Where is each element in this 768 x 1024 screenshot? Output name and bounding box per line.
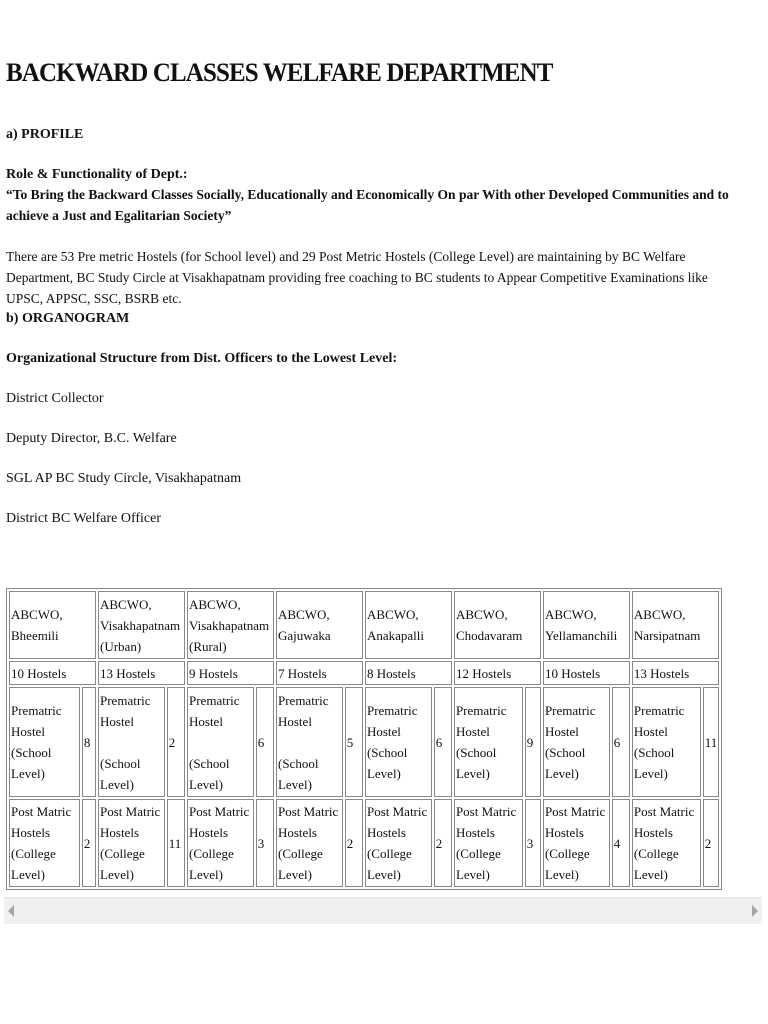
unit-name-cell: ABCWO, Anakapalli bbox=[365, 591, 452, 659]
organogram-table-container bbox=[6, 588, 762, 890]
prematric-label-cell: Prematric Hostel (School Level) bbox=[9, 687, 80, 797]
horizontal-scrollbar[interactable] bbox=[4, 897, 762, 924]
department-description: There are 53 Pre metric Hostels (for School level) and 29 Post Metric Hostels (College Level) are maintaining by BC Welfare Department, BC Study Circle at Visakhapatnam providing free coaching to BC students to Appear Competitive Examinations like UPSC, APPSC, SSC, BSRB etc. bbox=[6, 249, 708, 306]
hostel-total-cell: 10 Hostels bbox=[9, 661, 96, 685]
unit-name-cell: ABCWO, Visakhapatnam (Urban) bbox=[98, 591, 185, 659]
unit-name-cell: ABCWO, Visakhapatnam (Rural) bbox=[187, 591, 274, 659]
hostel-total-cell: 12 Hostels bbox=[454, 661, 541, 685]
profile-heading: a) PROFILE bbox=[6, 127, 84, 142]
postmatric-count-cell: 2 bbox=[703, 799, 719, 887]
postmatric-label-cell: Post Matric Hostels (College Level) bbox=[632, 799, 701, 887]
prematric-count-cell: 9 bbox=[525, 687, 541, 797]
scroll-left-arrow-icon[interactable] bbox=[8, 905, 14, 917]
prematric-count-cell: 6 bbox=[256, 687, 274, 797]
prematric-label-cell: Prematric Hostel (School Level) bbox=[276, 687, 343, 797]
postmatric-label-cell: Post Matric Hostels (College Level) bbox=[187, 799, 254, 887]
postmatric-count-cell: 4 bbox=[612, 799, 630, 887]
prematric-label-cell: Prematric Hostel (School Level) bbox=[365, 687, 432, 797]
prematric-count-cell: 8 bbox=[82, 687, 96, 797]
unit-name-cell: ABCWO, Narsipatnam bbox=[632, 591, 719, 659]
prematric-count-cell: 11 bbox=[703, 687, 719, 797]
prematric-label-cell: Prematric Hostel (School Level) bbox=[187, 687, 254, 797]
scroll-right-arrow-icon[interactable] bbox=[752, 905, 758, 917]
postmatric-label-cell: Post Matric Hostels (College Level) bbox=[543, 799, 610, 887]
hostel-total-cell: 7 Hostels bbox=[276, 661, 363, 685]
prematric-count-cell: 6 bbox=[612, 687, 630, 797]
postmatric-count-cell: 2 bbox=[345, 799, 363, 887]
structure-heading: Organizational Structure from Dist. Officers to the Lowest Level: bbox=[6, 351, 398, 366]
table-row-prematric bbox=[9, 687, 719, 797]
level-deputy-director: Deputy Director, B.C. Welfare bbox=[6, 431, 177, 446]
postmatric-count-cell: 3 bbox=[256, 799, 274, 887]
postmatric-label-cell: Post Matric Hostels (College Level) bbox=[365, 799, 432, 887]
prematric-count-cell: 6 bbox=[434, 687, 452, 797]
level-district-collector: District Collector bbox=[6, 391, 104, 406]
prematric-label-cell: Prematric Hostel (School Level) bbox=[98, 687, 165, 797]
prematric-count-cell: 2 bbox=[167, 687, 185, 797]
postmatric-label-cell: Post Matric Hostels (College Level) bbox=[98, 799, 165, 887]
postmatric-count-cell: 2 bbox=[82, 799, 96, 887]
mission-statement: “To Bring the Backward Classes Socially, Educationally and Economically On par With other Developed Communities and to achieve a Just and Egalitarian Society” bbox=[6, 187, 729, 223]
prematric-label-cell: Prematric Hostel (School Level) bbox=[543, 687, 610, 797]
unit-name-cell: ABCWO, Yellamanchili bbox=[543, 591, 630, 659]
organogram-table bbox=[6, 588, 722, 890]
unit-name-cell: ABCWO, Gajuwaka bbox=[276, 591, 363, 659]
prematric-label-cell: Prematric Hostel (School Level) bbox=[454, 687, 523, 797]
table-row-hostel-totals bbox=[9, 661, 719, 685]
hostel-total-cell: 10 Hostels bbox=[543, 661, 630, 685]
level-district-officer: District BC Welfare Officer bbox=[6, 511, 162, 526]
postmatric-label-cell: Post Matric Hostels (College Level) bbox=[276, 799, 343, 887]
postmatric-label-cell: Post Matric Hostels (College Level) bbox=[454, 799, 523, 887]
postmatric-count-cell: 2 bbox=[434, 799, 452, 887]
postmatric-count-cell: 3 bbox=[525, 799, 541, 887]
hostel-total-cell: 9 Hostels bbox=[187, 661, 274, 685]
hostel-total-cell: 13 Hostels bbox=[632, 661, 719, 685]
hostel-total-cell: 13 Hostels bbox=[98, 661, 185, 685]
page-title: BACKWARD CLASSES WELFARE DEPARTMENT bbox=[6, 58, 553, 87]
prematric-label-cell: Prematric Hostel (School Level) bbox=[632, 687, 701, 797]
unit-name-cell: ABCWO, Chodavaram bbox=[454, 591, 541, 659]
role-heading: Role & Functionality of Dept.: bbox=[6, 167, 188, 182]
level-study-circle: SGL AP BC Study Circle, Visakhapatnam bbox=[6, 471, 242, 486]
hostel-total-cell: 8 Hostels bbox=[365, 661, 452, 685]
organogram-heading: b) ORGANOGRAM bbox=[6, 311, 130, 326]
unit-name-cell: ABCWO, Bheemili bbox=[9, 591, 96, 659]
postmatric-count-cell: 11 bbox=[167, 799, 185, 887]
prematric-count-cell: 5 bbox=[345, 687, 363, 797]
postmatric-label-cell: Post Matric Hostels (College Level) bbox=[9, 799, 80, 887]
table-row-postmatric bbox=[9, 799, 719, 887]
table-row-units bbox=[9, 591, 719, 659]
